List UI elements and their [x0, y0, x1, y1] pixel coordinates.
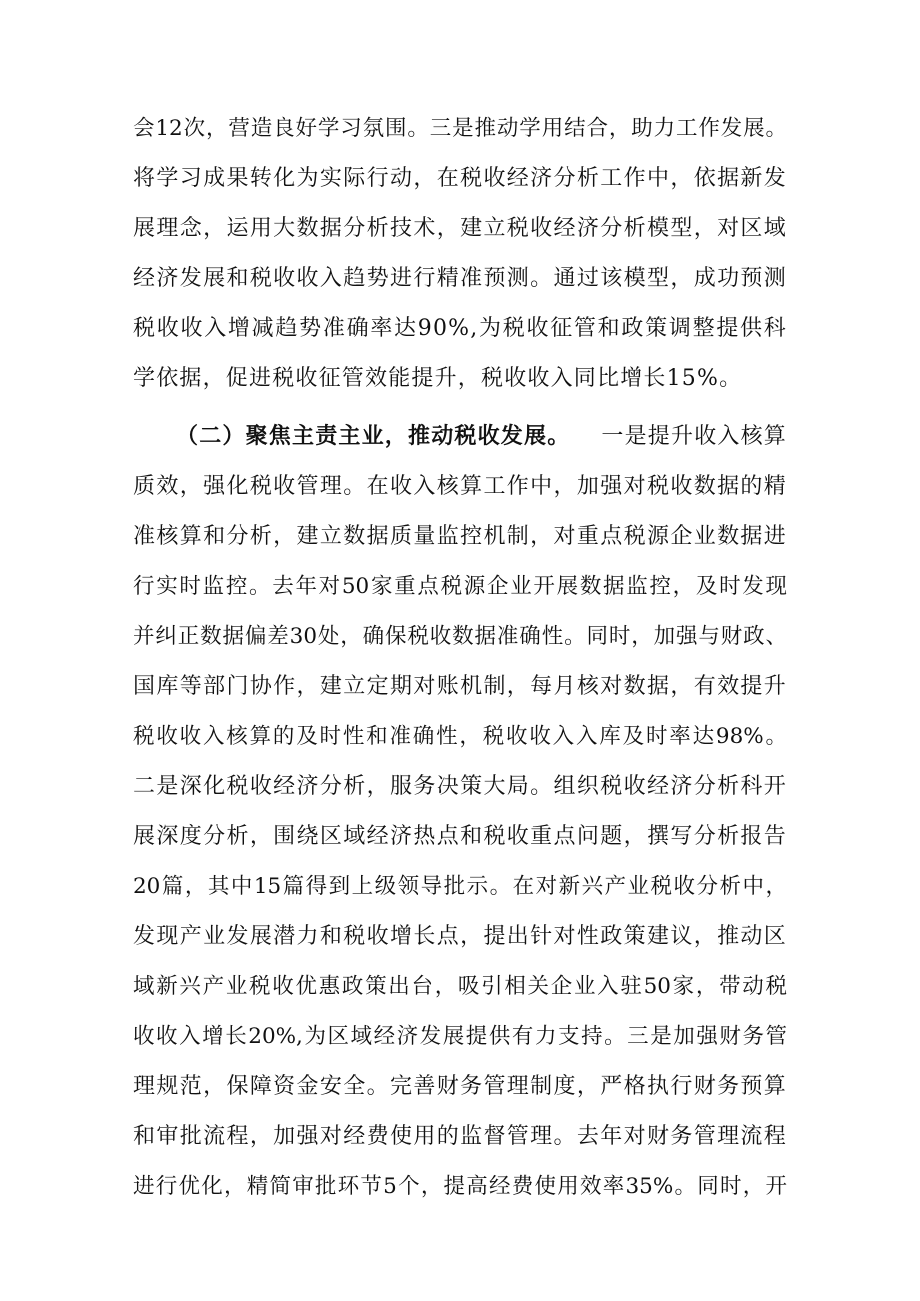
paragraph-line: 税收收入增减趋势准确率达90%,为税收征管和政策调整提供科 — [133, 316, 787, 341]
paragraph-line: 将学习成果转化为实际行动，在税收经济分析工作中，依据新发 — [133, 166, 787, 191]
paragraph-line: 理规范，保障资金安全。完善财务管理制度，严格执行财务预算 — [133, 1074, 787, 1099]
paragraph-line: 域新兴产业税收优惠政策出台，吸引相关企业入驻50家，带动税 — [133, 974, 787, 999]
paragraph-line: 展理念，运用大数据分析技术，建立税收经济分析模型，对区域 — [133, 216, 787, 241]
paragraph-line: 二是深化税收经济分析，服务决策大局。组织税收经济分析科开 — [133, 774, 787, 799]
paragraph-line: 质效，强化税收管理。在收入核算工作中，加强对税收数据的精 — [133, 474, 787, 499]
paragraph-line: 发现产业发展潜力和税收增长点，提出针对性政策建议，推动区 — [133, 924, 787, 949]
paragraph-line: 国库等部门协作，建立定期对账机制，每月核对数据，有效提升 — [133, 674, 787, 699]
paragraph-line: 准核算和分析，建立数据质量监控机制，对重点税源企业数据进 — [133, 524, 787, 549]
section-heading-line — [176, 413, 787, 461]
paragraph-line: 和审批流程，加强对经费使用的监督管理。去年对财务管理流程 — [133, 1124, 787, 1149]
paragraph-line: 学依据，促进税收征管效能提升，税收收入同比增长15%。 — [133, 366, 743, 391]
paragraph-line: 经济发展和税收收入趋势进行精准预测。通过该模型，成功预测 — [133, 266, 787, 291]
paragraph-line: 展深度分析，围绕区域经济热点和税收重点问题，撰写分析报告 — [133, 824, 787, 849]
paragraph-line: 会12次，营造良好学习氛围。三是推动学用结合，助力工作发展。 — [133, 116, 787, 141]
paragraph-line: 收收入增长20%,为区域经济发展提供有力支持。三是加强财务管 — [133, 1024, 787, 1049]
paragraph-line: 20篇，其中15篇得到上级领导批示。在对新兴产业税收分析中， — [133, 874, 787, 899]
section-heading: （二）聚焦主责主业，推动税收发展。 — [176, 424, 571, 449]
section-heading-rest: 一是提升收入核算 — [601, 424, 787, 449]
paragraph-line: 税收收入核算的及时性和准确性，税收收入入库及时率达98%。 — [133, 724, 787, 749]
paragraph-line: 行实时监控。去年对50家重点税源企业开展数据监控，及时发现 — [133, 574, 787, 599]
paragraph-line: 并纠正数据偏差30处，确保税收数据准确性。同时，加强与财政、 — [133, 624, 787, 649]
paragraph-line: 进行优化，精简审批环节5个，提高经费使用效率35%。同时，开 — [133, 1174, 787, 1199]
